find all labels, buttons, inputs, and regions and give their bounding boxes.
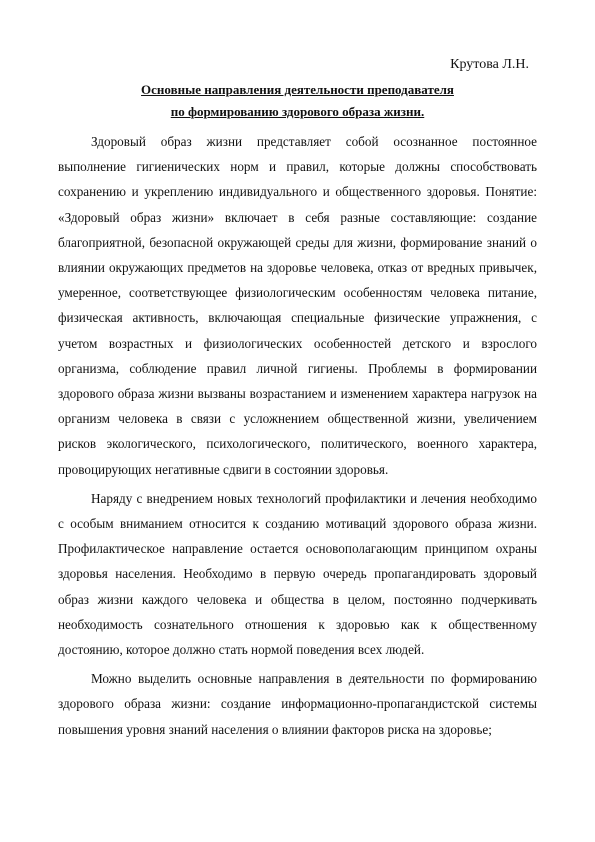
document-title xyxy=(58,79,537,123)
paragraph-3: Можно выделить основные направления в деятельности по формированию здорового образа жизни: создание информационно-пропагандистской системы повышения уровня знаний населения о влиянии факторов риска на здоровье; xyxy=(58,671,537,737)
author-name: Крутова Л.Н. xyxy=(450,57,529,72)
title-line-1: Основные направления деятельности преподавателя xyxy=(141,82,454,97)
paragraph-2: Наряду с внедрением новых технологий профилактики и лечения необходимо с особым вниманием относится к созданию мотиваций здорового образа жизни. Профилактическое направление остается основополагающим принципом охраны здоровья населения. Необходимо в первую очередь пропагандировать здоровый образ жизни каждого человека и общества в целом, постоянно подчеркивать необходимость сознательного отношения к здоровью как к общественному достоянию, которое должно стать нормой поведения всех людей. xyxy=(58,490,537,658)
paragraph-1: Здоровый образ жизни представляет собой осознанное постоянное выполнение гигиенических норм и правил, которые должны способствовать сохранению и укреплению индивидуального и общественного здоровья. Понятие: «Здоровый образ жизни» включает в себя разные составляющие: создание благоприятной, безопасной окружающей среды для жизни, формирование знаний о влиянии окружающих предметов на здоровье человека, отказ от вредных привычек, умеренное, соответствующее физиологическим особенностям человека питание, физическая активность, включающая специальные физические упражнения, с учетом возрастных и физиологических особенностей детского и взрослого организма, соблюдение правил личной гигиены. Проблемы в формировании здорового образа жизни вызваны возрастанием и изменением характера нагрузок на организм человека в связи с усложнением общественной жизни, увеличением рисков экологического, психологического, политического, военного характера, провоцирующих негативные сдвиги в состоянии здоровья. xyxy=(58,134,537,477)
title-line-2: по формированию здорового образа жизни. xyxy=(170,104,425,119)
